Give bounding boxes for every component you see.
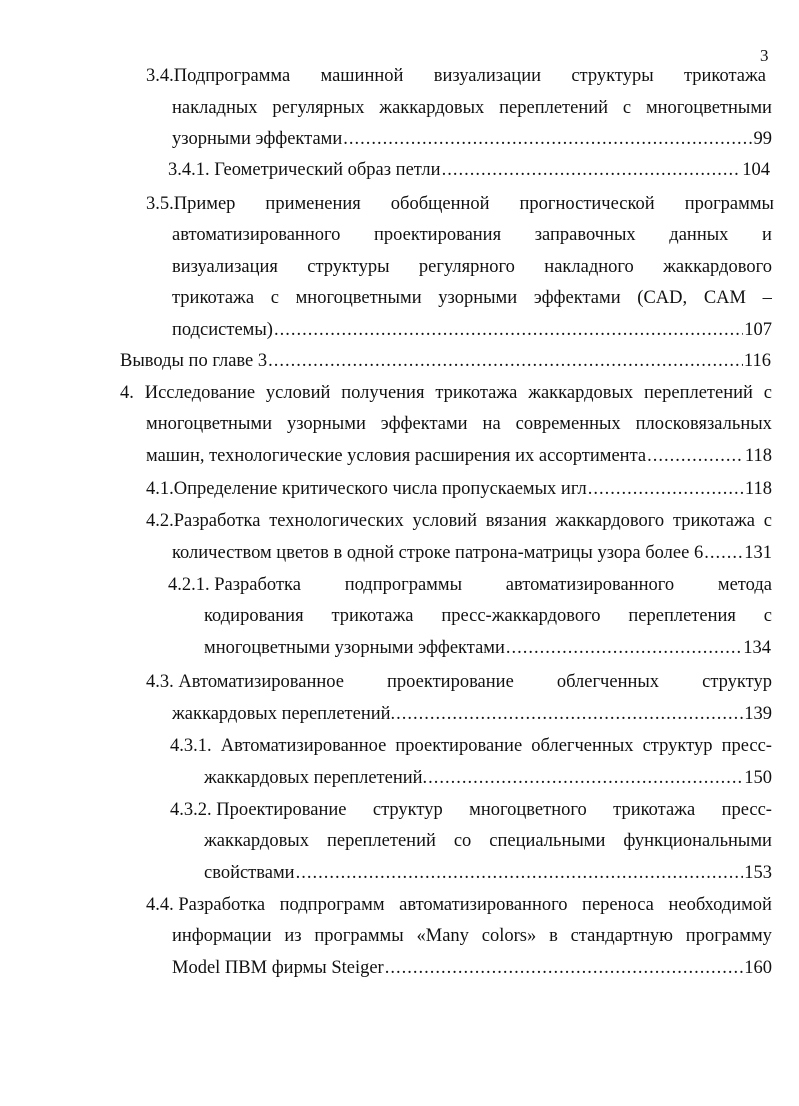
word: CAM (703, 288, 746, 308)
word: 3.5.Пример (146, 194, 236, 214)
word: и (762, 225, 772, 245)
word: накладных (172, 98, 258, 118)
word: облегченных (556, 672, 660, 692)
page-number: 3 (760, 46, 769, 65)
toc-entry-3-5-line-5 (172, 318, 772, 342)
dot-leader (647, 444, 744, 468)
toc-entry-3-5-line-4 (172, 286, 772, 310)
word: получения (341, 383, 425, 403)
toc-text: жаккардовых переплетений. (172, 704, 396, 724)
toc-entry-4-line-1 (120, 381, 772, 405)
toc-entry-4-1 (146, 477, 772, 501)
word: заправочных (534, 225, 636, 245)
word: многоцветного (469, 800, 587, 820)
word: прогностической (519, 194, 655, 214)
toc-page-number: 134 (743, 638, 771, 658)
word: структур (372, 800, 443, 820)
dot-leader (704, 541, 743, 565)
word: 4.2.Разработка (146, 511, 261, 531)
word: автоматизированного (505, 575, 675, 595)
toc-text: жаккардовых переплетений. (204, 768, 428, 788)
word: 4.2.1. Разработка (168, 575, 301, 595)
toc-entry-3-5-line-1 (146, 192, 774, 216)
word: жаккардового (555, 511, 665, 531)
dot-leader (274, 318, 743, 342)
word: с (622, 98, 632, 118)
word: визуализация (172, 257, 278, 277)
toc-entry-4-3-1-line-2 (204, 766, 772, 790)
toc-entry-4-4-line-3 (172, 956, 772, 980)
word: – (762, 288, 772, 308)
word: 4. (120, 383, 134, 403)
word: 4.3.1. (170, 736, 212, 756)
word: эффектами (380, 414, 468, 434)
toc-page-number: 131 (744, 543, 772, 563)
word: трикотажа (613, 800, 696, 820)
toc-page-number: 150 (744, 768, 772, 788)
toc-entry-4-3-2-line-3 (204, 861, 772, 885)
word: данных (669, 225, 729, 245)
word: 4.3.2. Проектирование (170, 800, 347, 820)
toc-entry-3-4-line-1 (146, 64, 766, 88)
word: со (453, 831, 472, 851)
toc-entry-4-2-1-line-3 (204, 636, 771, 660)
word: технологических (269, 511, 404, 531)
toc-entry-3-4-1 (168, 158, 770, 182)
word: (CAD, (637, 288, 688, 308)
word: узорными (286, 414, 366, 434)
dot-leader (343, 127, 752, 151)
word: плосковязальных (635, 414, 772, 434)
word: эффектами (533, 288, 621, 308)
word: подпрограмм (279, 895, 385, 915)
word: кодирования (204, 606, 304, 626)
word: с (270, 288, 279, 308)
word: информации (172, 926, 272, 946)
word: colors» (481, 926, 537, 946)
word: программы (684, 194, 774, 214)
word: специальными (489, 831, 606, 851)
toc-entry-4-4-line-2 (172, 924, 772, 948)
toc-entry-4-3-line-2 (172, 702, 772, 726)
toc-page-number: 139 (744, 704, 772, 724)
word: жаккардовых (379, 98, 485, 118)
word: трикотажа (683, 66, 766, 86)
word: условий (412, 511, 477, 531)
toc-entry-conclusions-3 (120, 349, 771, 373)
word: многоцветными (146, 414, 272, 434)
word: вязания (485, 511, 547, 531)
toc-page-number: 160 (744, 958, 772, 978)
word: переплетений (326, 831, 436, 851)
toc-page-number: 99 (753, 129, 772, 149)
word: с (763, 511, 772, 531)
word: условий (265, 383, 331, 403)
word: 3.4.Подпрограмма (146, 66, 291, 86)
word: метода (717, 575, 772, 595)
toc-entry-4-line-2 (146, 412, 772, 436)
word: на (482, 414, 501, 434)
dot-leader (442, 158, 742, 182)
toc-entry-4-3-1-line-1 (170, 734, 772, 758)
word: необходимой (668, 895, 772, 915)
word: накладного (544, 257, 634, 277)
word: функциональными (623, 831, 772, 851)
toc-page-number: 104 (742, 160, 770, 180)
word: структур (642, 736, 713, 756)
toc-text: машин, технологические условия расширения их ассортимента (146, 446, 647, 466)
word: с (763, 383, 772, 403)
word: 4.4. Разработка (146, 895, 266, 915)
word: проектирования (374, 225, 502, 245)
word: пресс- (721, 736, 772, 756)
toc-text: Model ПВМ фирмы Steiger (172, 958, 384, 978)
word: машинной (320, 66, 404, 86)
word: современных (515, 414, 621, 434)
toc-page-number: 153 (744, 863, 772, 883)
word: многоцветными (645, 98, 772, 118)
dot-leader (506, 636, 742, 660)
toc-page-number: 107 (744, 320, 772, 340)
word: автоматизированного (399, 895, 568, 915)
dot-leader (588, 477, 744, 501)
toc-entry-4-3-line-1 (146, 670, 772, 694)
word: визуализации (433, 66, 542, 86)
word: облегченных (531, 736, 634, 756)
toc-entry-3-4-line-3 (172, 127, 772, 151)
toc-text: подсистемы) (172, 320, 273, 340)
toc-page-number: 118 (744, 479, 772, 499)
word: подпрограммы (344, 575, 463, 595)
word: регулярного (418, 257, 515, 277)
word: переноса (582, 895, 654, 915)
toc-entry-3-4-line-2 (172, 96, 772, 120)
word: узорными (438, 288, 518, 308)
toc-entry-3-5-line-2 (172, 223, 772, 247)
toc-entry-4-3-2-line-1 (170, 798, 772, 822)
toc-text: Выводы по главе 3 (120, 351, 268, 371)
word: переплетений (499, 98, 609, 118)
dot-leader (296, 861, 744, 885)
toc-page-number: 118 (744, 446, 772, 466)
toc-entry-4-3-2-line-2 (204, 829, 772, 853)
word: программы (314, 926, 404, 946)
toc-entry-3-5-line-3 (172, 255, 772, 279)
word: стандартную (570, 926, 673, 946)
toc-entry-4-line-3 (146, 444, 772, 468)
word: «Many (416, 926, 469, 946)
toc-text: количеством цветов в одной строке патрона-матрицы узора более 6 (172, 543, 704, 563)
dot-leader (268, 349, 743, 373)
toc-entry-4-2-line-2 (172, 541, 772, 565)
word: жаккардового (663, 257, 772, 277)
word: трикотажа (435, 383, 518, 403)
word: жаккардовых (528, 383, 634, 403)
word: проектирование (395, 736, 523, 756)
word: многоцветными (295, 288, 422, 308)
word: жаккардовых (204, 831, 309, 851)
word: программу (685, 926, 772, 946)
toc-entry-4-2-1-line-2 (204, 604, 772, 628)
dot-leader (385, 956, 744, 980)
word: обобщенной (390, 194, 490, 214)
word: пресс- (721, 800, 772, 820)
toc-entry-4-2-1-line-1 (168, 573, 772, 597)
toc-text: свойствами (204, 863, 295, 883)
toc-entry-4-4-line-1 (146, 893, 772, 917)
toc-text: многоцветными узорными эффектами (204, 638, 505, 658)
toc-page-number: 116 (743, 351, 771, 371)
word: 4.3. Автоматизированное (146, 672, 344, 692)
dot-leader (396, 702, 743, 726)
word: регулярных (272, 98, 365, 118)
word: трикотажа (331, 606, 414, 626)
toc-entry-4-2-line-1 (146, 509, 772, 533)
toc-text: узорными эффектами (172, 129, 343, 149)
dot-leader (428, 766, 743, 790)
toc-text: 4.1.Определение критического числа пропускаемых игл (146, 479, 587, 499)
word: применения (265, 194, 361, 214)
word: структур (702, 672, 772, 692)
word: в (549, 926, 558, 946)
word: трикотажа (172, 288, 255, 308)
word: автоматизированного (172, 225, 341, 245)
word: структуры (307, 257, 390, 277)
word: из (284, 926, 302, 946)
word: с (763, 606, 772, 626)
word: переплетения (628, 606, 736, 626)
word: переплетений (644, 383, 753, 403)
word: Автоматизированное (220, 736, 387, 756)
word: структуры (571, 66, 654, 86)
word: трикотажа (672, 511, 755, 531)
word: проектирование (387, 672, 514, 692)
word: Исследование (144, 383, 256, 403)
word: пресс-жаккардового (441, 606, 601, 626)
toc-text: 3.4.1. Геометрический образ петли (168, 160, 441, 180)
